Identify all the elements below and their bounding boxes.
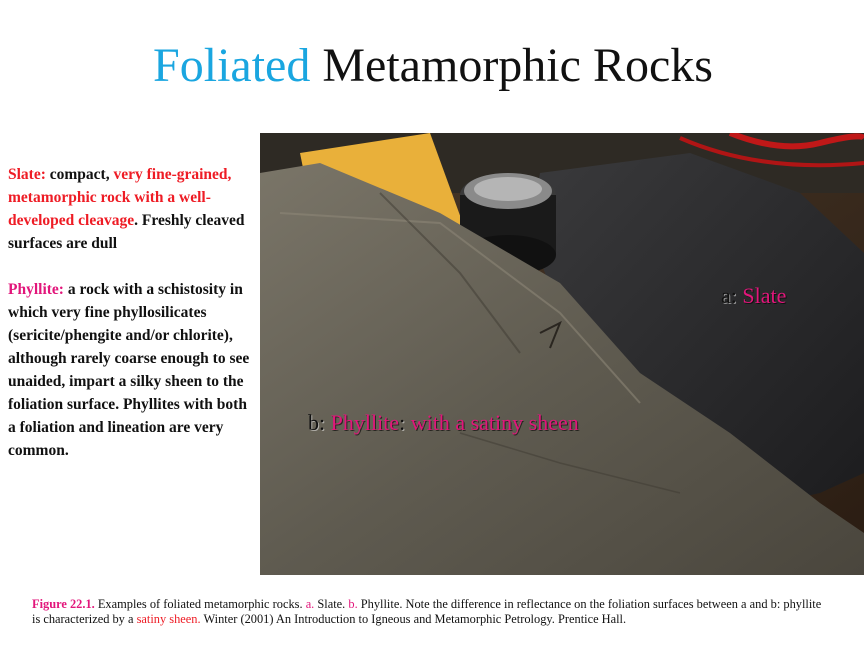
- label-a-text: Slate: [736, 283, 787, 308]
- label-b-colon: :: [399, 410, 406, 435]
- label-slate: [721, 283, 786, 309]
- label-b-rest: with a satiny sheen: [405, 410, 579, 435]
- label-b-prefix: b:: [308, 410, 326, 435]
- caption-label-b: b.: [348, 597, 358, 611]
- slate-highlight: very fine-grained, metamorphic rock with a well-developed cleavage: [8, 166, 232, 229]
- slate-definition: [8, 163, 256, 255]
- phyllite-definition: [8, 278, 256, 462]
- rock-photo-illustration: [260, 133, 864, 575]
- caption-text-3: Phyllite. Note the difference in reflectance on the foliation surfaces between a and b: phyllite is characterized by a: [32, 597, 822, 626]
- caption-sheen: satiny sheen.: [136, 612, 201, 626]
- label-phyllite: [308, 410, 579, 436]
- caption-text-2: Slate.: [314, 597, 349, 611]
- caption-text-1: Examples of foliated metamorphic rocks.: [94, 597, 306, 611]
- caption-figure-number: Figure 22.1.: [32, 597, 95, 611]
- phyllite-body: a rock with a schistosity in which very fine phyllosilicates (sericite/phengite and/or chlorite), although rarely coarse enough to see unaided, impart a silky sheen to the foliation surface. Phyllites with both a foliation and lineation are very common.: [8, 281, 250, 459]
- title-rest: Metamorphic Rocks: [310, 39, 713, 92]
- caption-label-a: a.: [305, 597, 315, 611]
- figure-caption: [32, 597, 832, 627]
- slide-title: [0, 38, 866, 94]
- phyllite-term: Phyllite:: [8, 281, 64, 298]
- definitions-text: [8, 163, 256, 462]
- label-b-text: Phyllite: [325, 410, 400, 435]
- slate-part2: . Freshly cleaved surfaces are dull: [8, 212, 245, 252]
- caption-text-4: Winter (2001) An Introduction to Igneous and Metamorphic Petrology. Prentice Hall.: [200, 612, 627, 626]
- rock-photo: [260, 133, 864, 575]
- title-accent: Foliated: [153, 39, 311, 92]
- slate-part1: compact,: [45, 166, 114, 183]
- slate-term: Slate:: [8, 166, 46, 183]
- label-a-prefix: a:: [721, 283, 737, 308]
